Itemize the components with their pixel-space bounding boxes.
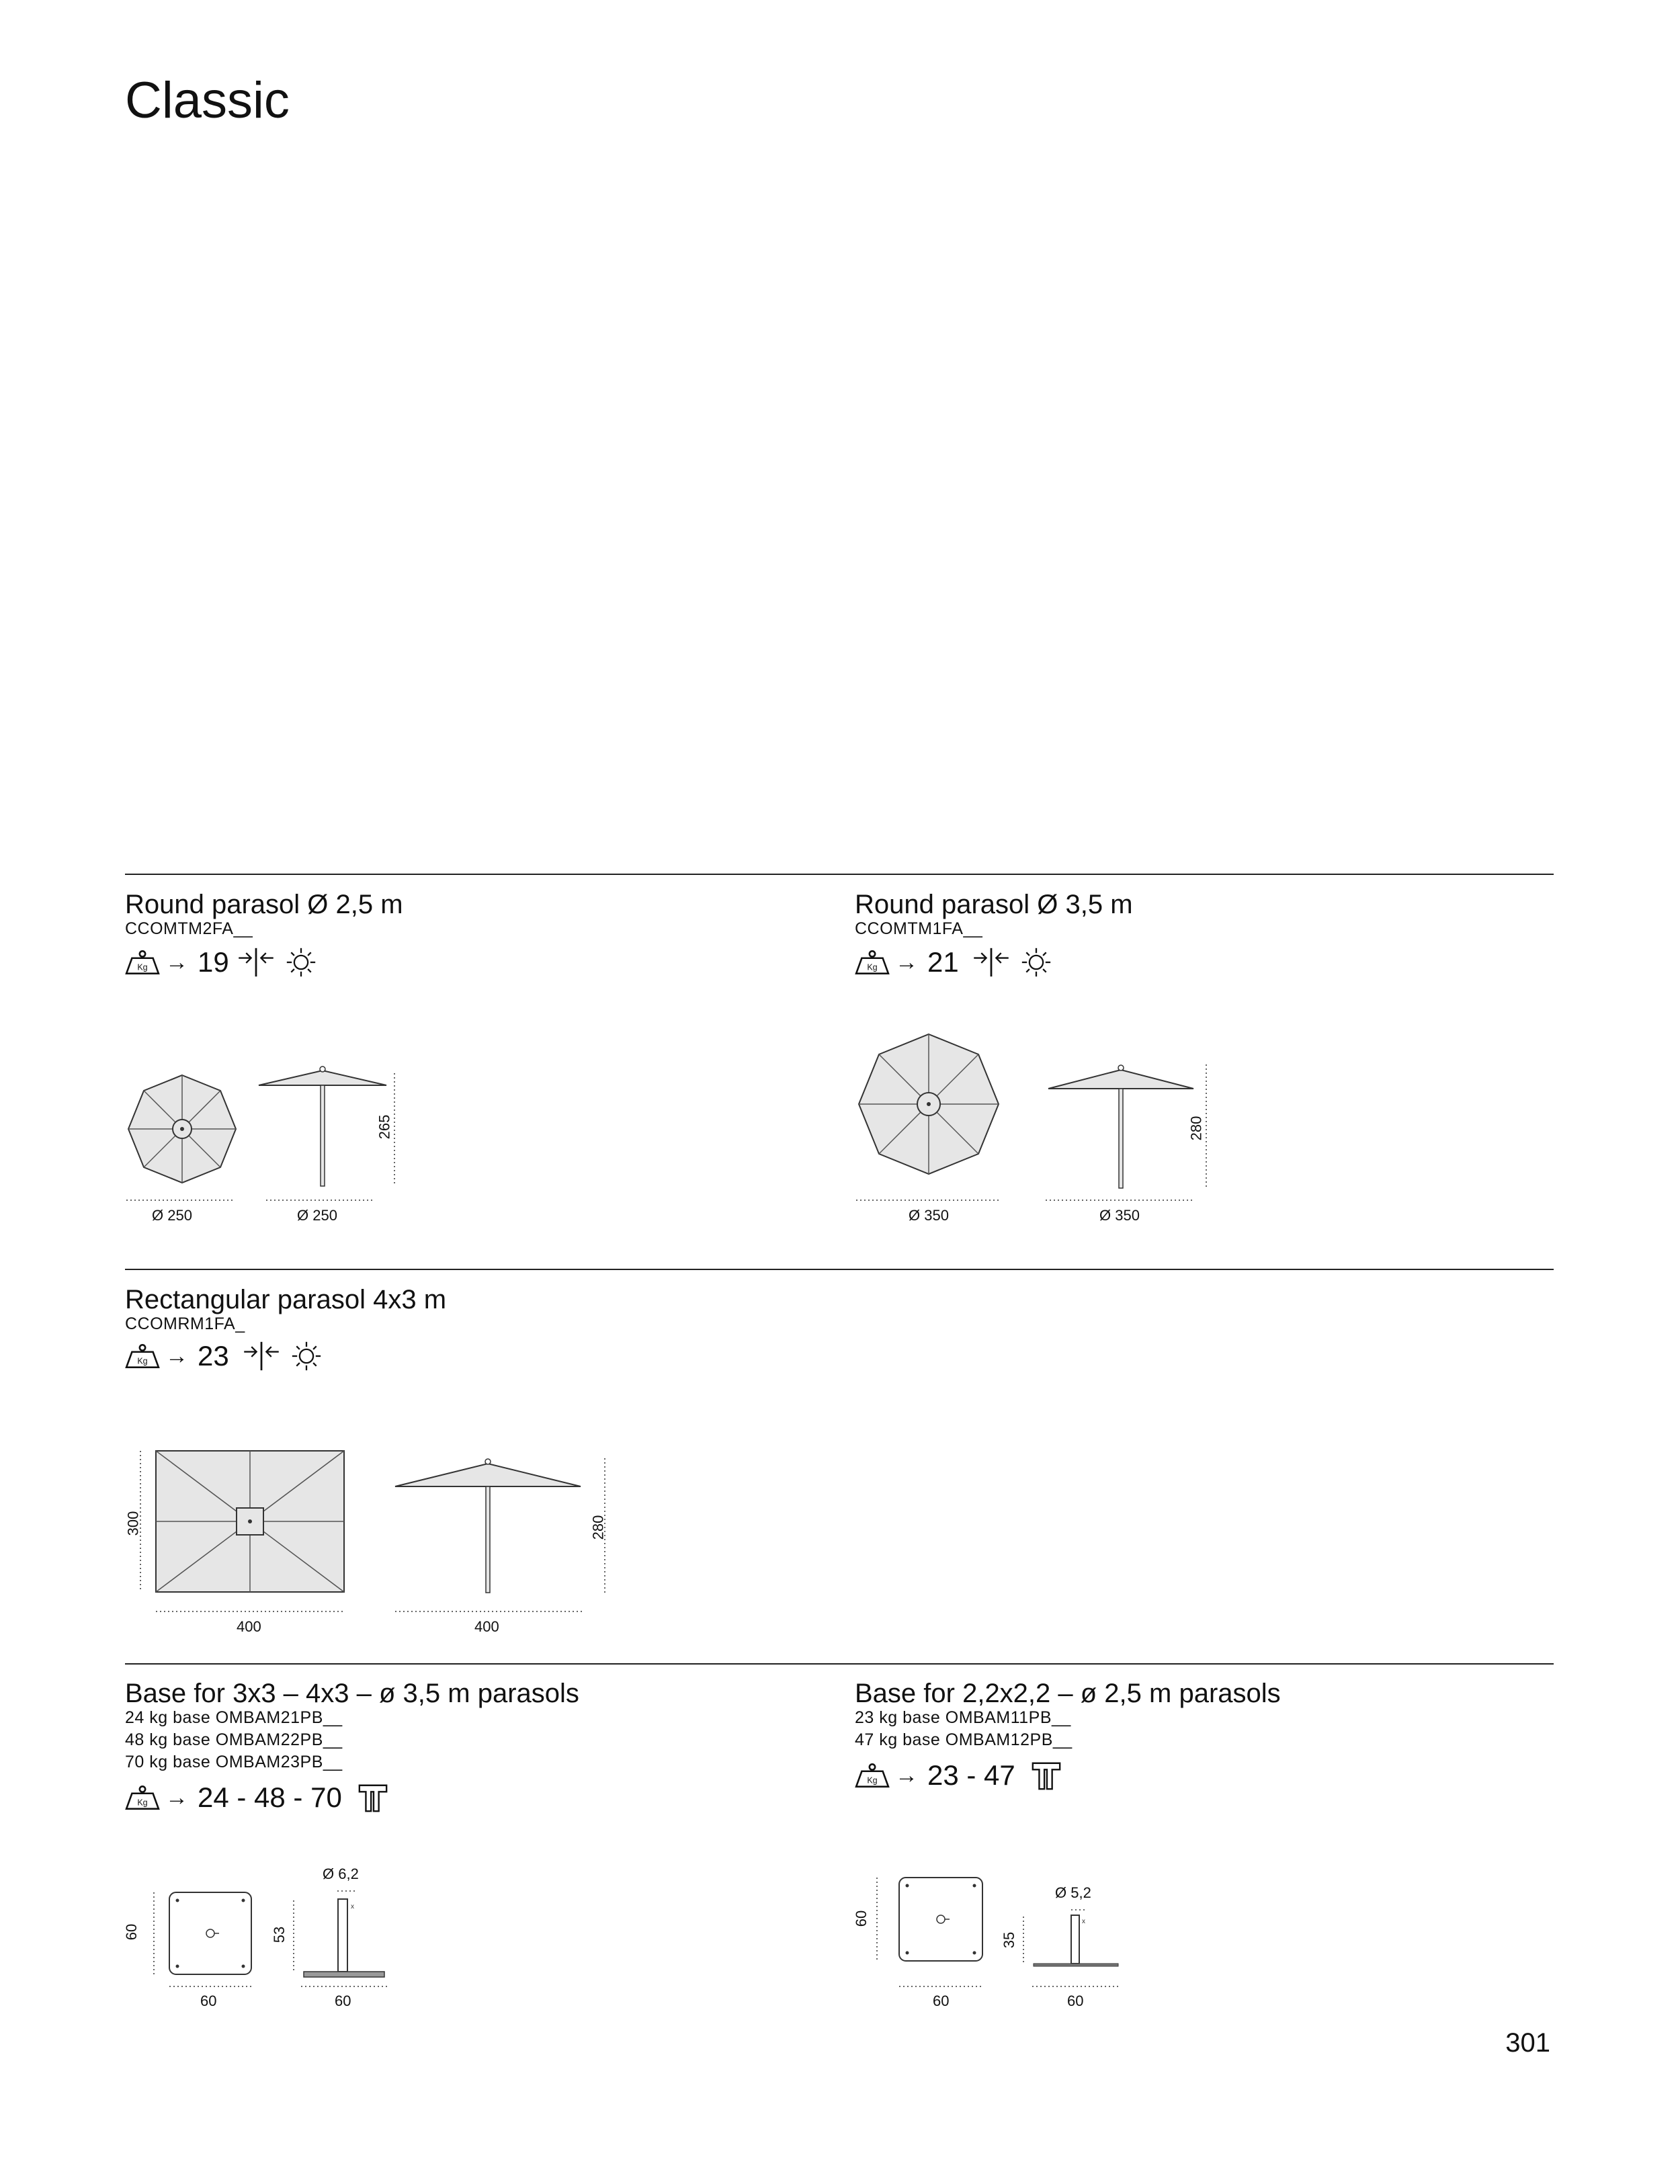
- dim-side-width: 400: [474, 1618, 499, 1635]
- product-code: CCOMTM1FA__: [855, 919, 983, 938]
- height-dimension-line: [289, 1899, 298, 1972]
- spec-row: [855, 942, 1052, 982]
- section-divider: [125, 1269, 1554, 1270]
- side-view-drawing: [392, 1457, 583, 1595]
- weight-value: 24 - 48 - 70: [198, 1781, 342, 1813]
- side-view-drawing: [1046, 1063, 1196, 1191]
- dim-top-depth: 60: [123, 1923, 140, 1941]
- dim-side-width: Ø 250: [297, 1207, 337, 1224]
- product-code: CCOMTM2FA__: [125, 919, 253, 938]
- product-title: Base for 2,2x2,2 – ø 2,5 m parasols: [855, 1679, 1281, 1708]
- dimension-lines: [125, 1196, 394, 1206]
- spec-row: [855, 1755, 1062, 1796]
- top-view-drawing: [168, 1891, 253, 1976]
- weight-icon: [125, 1343, 160, 1369]
- page-title: Classic: [125, 72, 290, 129]
- side-view-drawing: [1031, 1913, 1121, 1968]
- dim-side-width: 60: [1067, 1992, 1084, 2009]
- dim-top-view: Ø 250: [152, 1207, 192, 1224]
- dim-top-depth: 300: [124, 1511, 142, 1536]
- weight-value: 21: [927, 946, 959, 978]
- product-code: CCOMRM1FA_: [125, 1314, 245, 1333]
- dim-top-width: 60: [933, 1992, 950, 2009]
- dimension-lines: [168, 1982, 390, 1992]
- product-title: Rectangular parasol 4x3 m: [125, 1285, 447, 1314]
- top-view-drawing: [898, 1876, 984, 1962]
- dim-side-width: 60: [335, 1992, 351, 2009]
- folding-icon: [237, 947, 275, 978]
- section-divider: [125, 1663, 1554, 1665]
- top-view-drawing: [855, 1030, 1003, 1178]
- dim-height: 265: [376, 1114, 393, 1140]
- svg-text:x: x: [1082, 1918, 1085, 1925]
- product-code: 47 kg base OMBAM12PB__: [855, 1730, 1073, 1749]
- weight-value: 23: [198, 1340, 229, 1372]
- weight-value: 19: [198, 946, 229, 978]
- dimension-lines: [898, 1982, 1124, 1992]
- product-code: 48 kg base OMBAM22PB__: [125, 1730, 343, 1749]
- weight-icon: [855, 1763, 890, 1788]
- product-code: 23 kg base OMBAM11PB__: [855, 1708, 1071, 1727]
- arrow-icon: →: [895, 1762, 918, 1788]
- arrow-icon: →: [165, 949, 188, 975]
- dim-pole-diameter: Ø 6,2: [323, 1865, 359, 1882]
- base-stand-icon: [1030, 1759, 1062, 1792]
- dim-side-width: Ø 350: [1099, 1207, 1140, 1224]
- weight-value: 23 - 47: [927, 1759, 1015, 1791]
- arrow-icon: →: [895, 949, 918, 975]
- pole-dimension-line: [1070, 1906, 1086, 1914]
- dim-height: 35: [1001, 1931, 1018, 1949]
- side-view-drawing: [301, 1896, 388, 1980]
- dim-top-view: Ø 350: [909, 1207, 949, 1224]
- dim-top-width: 400: [237, 1618, 261, 1635]
- folding-icon: [972, 947, 1010, 978]
- pole-dimension-line: [336, 1887, 356, 1895]
- product-title: Round parasol Ø 3,5 m: [855, 890, 1133, 919]
- sun-icon: [291, 1341, 322, 1372]
- depth-dimension-line: [872, 1876, 882, 1962]
- section-divider: [125, 874, 1554, 875]
- top-view-drawing: [155, 1450, 345, 1593]
- dim-height: 280: [1187, 1116, 1205, 1141]
- page-number: 301: [1505, 2028, 1550, 2058]
- weight-icon: [125, 950, 160, 975]
- product-title: Base for 3x3 – 4x3 – ø 3,5 m parasols: [125, 1679, 579, 1708]
- dim-top-depth: 60: [853, 1910, 870, 1927]
- dim-height: 53: [271, 1926, 288, 1943]
- weight-icon: [125, 1785, 160, 1810]
- folding-icon: [243, 1341, 280, 1372]
- dim-height: 280: [589, 1515, 607, 1540]
- dim-pole-diameter: Ø 5,2: [1055, 1884, 1091, 1901]
- sun-icon: [286, 947, 317, 978]
- product-code: 24 kg base OMBAM21PB__: [125, 1708, 343, 1727]
- spec-row: [125, 942, 317, 982]
- dimension-lines: [855, 1196, 1204, 1206]
- depth-dimension-line: [149, 1891, 159, 1976]
- dimension-lines: [155, 1607, 585, 1617]
- weight-icon: [855, 950, 890, 975]
- top-view-drawing: [125, 1072, 239, 1186]
- side-view-drawing: [255, 1065, 390, 1189]
- arrow-icon: →: [165, 1343, 188, 1369]
- arrow-icon: →: [165, 1784, 188, 1810]
- height-dimension-line: [1019, 1915, 1028, 1966]
- product-title: Round parasol Ø 2,5 m: [125, 890, 403, 919]
- sun-icon: [1021, 947, 1052, 978]
- svg-text:x: x: [351, 1903, 354, 1910]
- spec-row: [125, 1336, 322, 1376]
- base-stand-icon: [357, 1781, 389, 1814]
- spec-row: [125, 1777, 389, 1818]
- product-code: 70 kg base OMBAM23PB__: [125, 1753, 343, 1771]
- dim-top-width: 60: [200, 1992, 217, 2009]
